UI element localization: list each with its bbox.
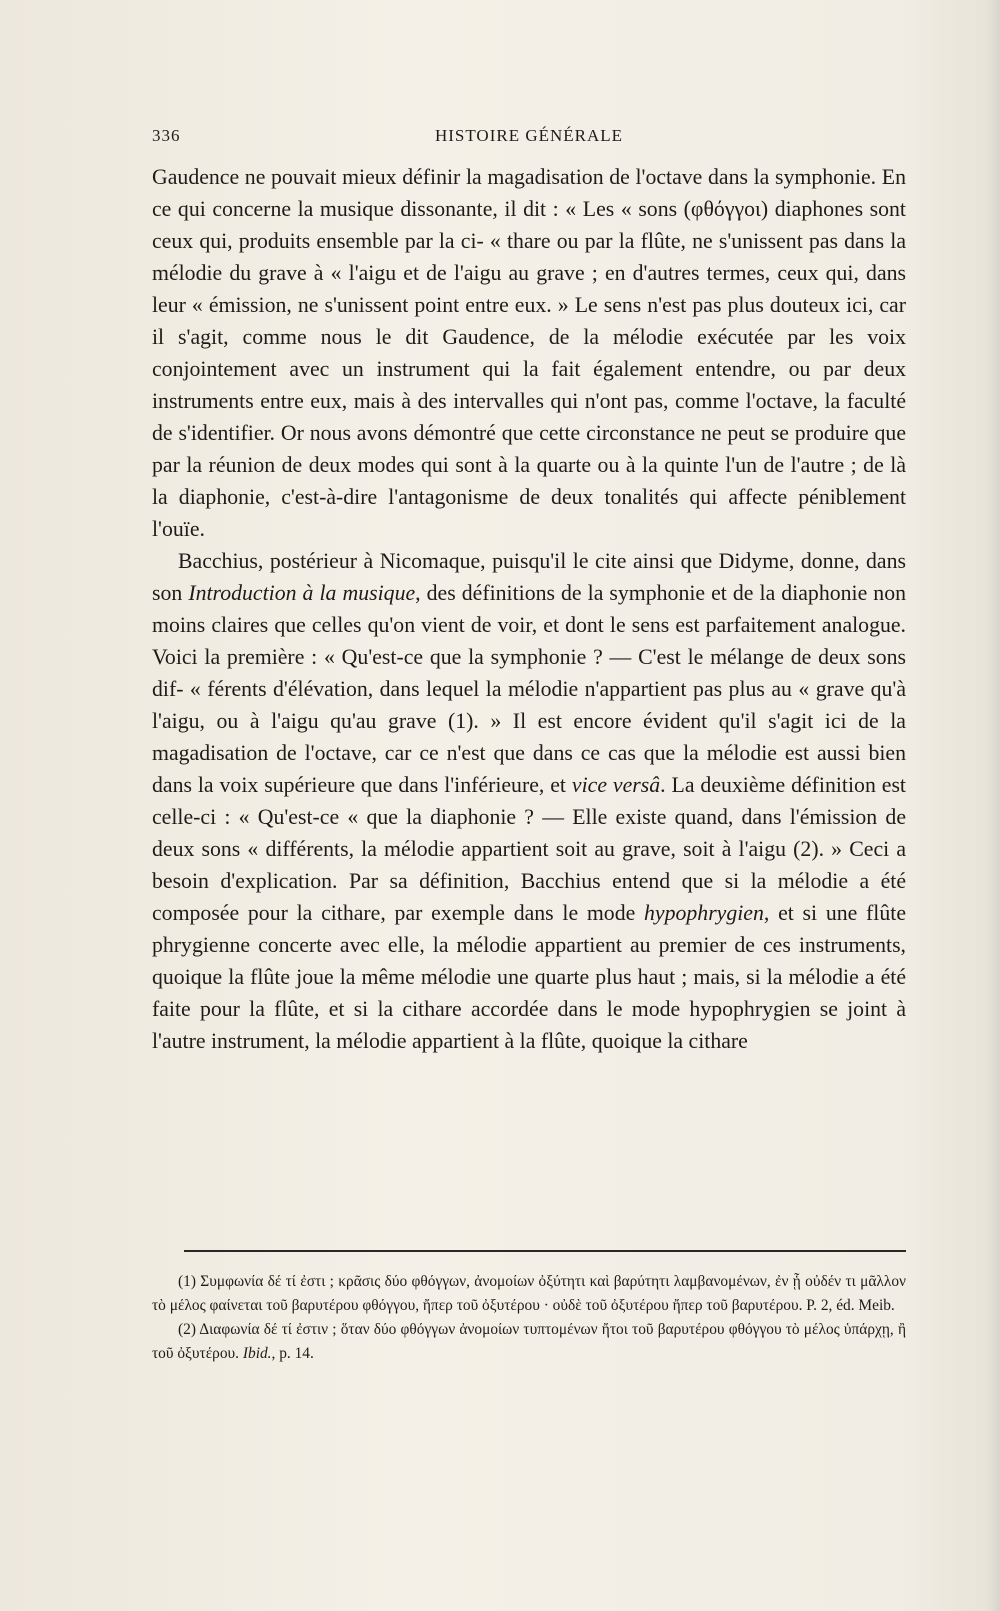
paragraph-1: Gaudence ne pouvait mieux définir la magadisation de l'octave dans la symphonie. En ce qui concerne la musique dissonante, il dit : « Les « sons (φθόγγοι) diaphones sont ceux qui, produits ensemble par la ci- « thare ou par la flûte, ne s'unissent pas dans la mélodie du grave à « l'aigu et de l'aigu au grave ; en d'autres termes, ceux qui, dans leur « émission, ne s'unissent point entre eux. » Le sens n'est pas plus douteux ici, car il s'agit, comme nous le dit Gaudence, de la mélodie exécutée par les voix conjointement avec un instrument qui la fait également entendre, ou par deux instruments entre eux, mais à des intervalles qui n'ont pas, comme l'octave, la faculté de s'identifier. Or nous avons démontré que cette circonstance ne peut se produire que par la réunion de deux modes qui sont à la quarte ou à la quinte l'un de l'autre ; de là la diaphonie, c'est-à-dire l'antagonisme de deux tonalités qui affecte péniblement l'ouïe. — [152, 165, 906, 541]
running-header — [152, 120, 906, 150]
page-number: 336 — [152, 126, 181, 145]
footnote-2-page: , p. 14. — [271, 1345, 314, 1362]
book-title-italic: Introduction à la musique — [188, 581, 416, 605]
vice-versa-italic: vice versâ — [571, 773, 661, 797]
paragraph-2-part-a: Bacchius, postérieur à Nicomaque, puisqu'il le cite ainsi que Didyme, donne, dans son — [152, 549, 906, 605]
main-text — [152, 161, 906, 1057]
footnote-1: (1) Συμφωνία δέ τί ἐστι ; κρᾶσις δύο φθόγγων, ἀνομοίων ὀξύτητι καὶ βαρύτητι λαμβανομένων, ἐν ᾗ οὐδέν τι μᾶλλον τὸ μέλος φαίνεται τοῦ βαρυτέρου φθόγγου, ἤπερ τοῦ ὀξυτέρου · οὐδὲ τοῦ ὀξυτέρου ἤπερ τοῦ βαρυτέρου. P. 2, éd. Meib. — [152, 1273, 906, 1314]
paragraph-2-part-b: , des définitions de la symphonie et de la diaphonie non moins claires que celles qu'on vient de voir, et dont le sens est parfaitement analogue. Voici la première : « Qu'est-ce que la symphonie ? — C'est le mélange de deux sons dif- « férents d'élévation, dans lequel la mélodie n'appartient pas plus au « grave qu'à l'aigu, ou à l'aigu qu'au grave (1). » Il est encore évident qu'il s'agit ici de la magadisation de l'octave, car ce n'est que dans ce cas que la mélodie est aussi bien dans la voix supérieure que dans l'inférieure, et — [152, 581, 906, 797]
running-title: HISTOIRE GÉNÉRALE — [434, 126, 624, 145]
paragraph-2-part-d: , et si une flûte phrygienne concerte avec elle, la mélodie appartient au premier de ces instruments, quoique la flûte joue la même mélodie une quarte plus haut ; mais, si la mélodie a été faite pour la flûte, et si la cithare accordée dans le mode hypophrygien se joint à l'autre instrument, la mélodie appartient à la flûte, quoique la cithare — [152, 901, 906, 1053]
footnotes — [152, 1270, 906, 1366]
paragraph-2 — [152, 545, 906, 1057]
mode-name-italic: hypophrygien — [644, 901, 764, 925]
footnote-2 — [152, 1318, 906, 1366]
footnote-separator — [184, 1250, 906, 1252]
paragraph-2-part-c: . La deuxième définition est celle-ci : « Qu'est-ce « que la diaphonie ? — Elle existe quand, dans l'émission de deux sons « différents, la mélodie appartient soit au grave, soit à l'aigu (2). » Ceci a besoin d'explication. Par sa définition, Bacchius entend que si la mélodie a été composée pour la cithare, par exemple dans le mode — [152, 773, 906, 925]
footnote-2-ibid: Ibid. — [242, 1345, 272, 1362]
page-edge-shadow — [986, 0, 1000, 1611]
footnote-2-text: (2) Διαφωνία δέ τί ἐστιν ; ὅταν δύο φθόγγων ἀνομοίων τυπτομένων ἤτοι τοῦ βαρυτέρου φθόγγου τὸ μέλος ὑπάρχῃ, ἢ τοῦ ὀξυτέρου. — [152, 1321, 906, 1362]
